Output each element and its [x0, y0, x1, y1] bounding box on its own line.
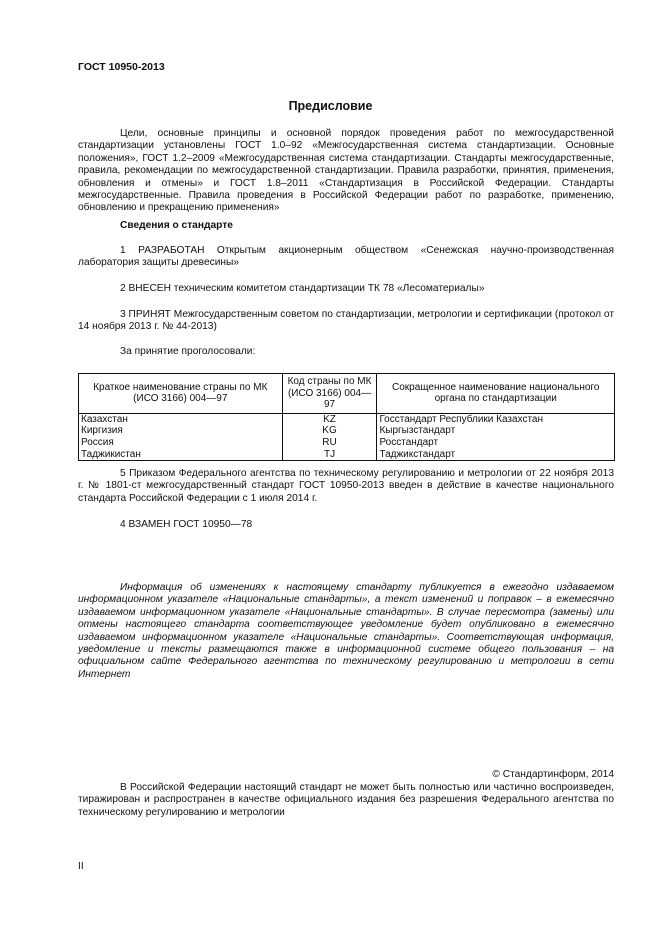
- voting-table: [78, 373, 615, 461]
- table-cell-country: Россия: [79, 437, 283, 449]
- table-cell-body: Таджикстандарт: [377, 449, 615, 461]
- item-2-text: 2 ВНЕСЕН техническим комитетом стандартизации ТК 78 «Лесоматериалы»: [120, 283, 485, 294]
- document-id-header: ГОСТ 10950-2013: [78, 61, 165, 73]
- table-row: [79, 449, 615, 461]
- table-cell-country: Таджикистан: [79, 449, 283, 461]
- rights-text: В Российской Федерации настоящий стандарт не может быть полностью или частично воспроизведен, тиражирован и распространен в качестве официального издания без разрешения Федерального агентства по техническому регулированию и метрологии: [78, 782, 614, 818]
- item-3-text: 3 ПРИНЯТ Межгосударственным советом по стандартизации, метрологии и сертификации (протокол от 14 ноября 2013 г. № 44-2013): [78, 309, 614, 333]
- voted-label: За принятие проголосовали:: [120, 346, 256, 357]
- table-cell-code: KG: [282, 425, 377, 437]
- info-heading: Сведения о стандарте: [120, 220, 233, 231]
- page-number: II: [78, 861, 84, 872]
- page-title: Предисловие: [288, 99, 373, 113]
- intro-paragraph: [78, 128, 614, 215]
- table-header-row: [79, 374, 615, 414]
- table-header-body: Сокращенное наименование национального органа по стандартизации: [377, 374, 615, 414]
- table-row: [79, 437, 615, 449]
- rights-paragraph: [78, 782, 614, 819]
- changes-notice-text: Информация об изменениях к настоящему стандарту публикуется в ежегодно издаваемом информационном указателе «Национальные стандарты», а текст изменений и поправок – в ежемесячно издаваемом информационном указателе «Национальные стандарты». В случае пересмотра (замены) или отмены настоящего стандарта соответствующее уведомление будет опубликовано в ежемесячно издаваемом информационном указателе «Национальные стандарты». Соответствующая информация, уведомление и тексты размещаются также в информационной системе общего пользования – на официальном сайте Федерального агентства по техническому регулированию и метрологии в сети Интернет: [78, 582, 614, 680]
- table-header-code: Код страны по МК (ИСО 3166) 004—97: [282, 374, 377, 414]
- item-1-text: 1 РАЗРАБОТАН Открытым акционерным обществом «Сенежская научно-производственная лаборатория защиты древесины»: [78, 245, 614, 269]
- table-cell-country: Казахстан: [79, 413, 283, 425]
- table-cell-country: Киргизия: [79, 425, 283, 437]
- item-5-text: 5 Приказом Федерального агентства по техническому регулированию и метрологии от 22 ноября 2013 г. № 1801-ст межгосударственный стандарт ГОСТ 10950-2013 введен в действие в качестве национального стандарта Российской Федерации с 1 июля 2014 г.: [78, 468, 614, 504]
- item-5-paragraph: [78, 468, 614, 505]
- table-cell-code: RU: [282, 437, 377, 449]
- table-cell-body: Росстандарт: [377, 437, 615, 449]
- item-3-paragraph: [78, 309, 614, 334]
- table-row: [79, 413, 615, 425]
- table-cell-body: Кыргызстандарт: [377, 425, 615, 437]
- table-cell-code: KZ: [282, 413, 377, 425]
- copyright-line: © Стандартинформ, 2014: [492, 769, 614, 780]
- intro-text: Цели, основные принципы и основной порядок проведения работ по межгосударственной стандартизации установлены ГОСТ 1.0–92 «Межгосударственная система стандартизации. Основные положения», ГОСТ 1.2–2009 «Межгосударственная система стандартизации. Стандарты межгосударственные, правила, рекомендации по межгосударственной стандартизации. Правила разработки, принятия, применения, обновления и отмены» и ГОСТ 1.8–2011 «Стандартизация в Российской Федерации. Стандарты межгосударственные. Правила проведения в Российской Федерации работ по разработке, применению, обновлению и прекращению применения»: [78, 128, 614, 214]
- table-row: [79, 425, 615, 437]
- item-4-text: 4 ВЗАМЕН ГОСТ 10950—78: [120, 519, 253, 530]
- changes-notice-paragraph: [78, 582, 614, 681]
- item-1-paragraph: [78, 245, 614, 270]
- table-cell-body: Госстандарт Республики Казахстан: [377, 413, 615, 425]
- table-header-country: Краткое наименование страны по МК (ИСО 3166) 004—97: [79, 374, 283, 414]
- table-cell-code: TJ: [282, 449, 377, 461]
